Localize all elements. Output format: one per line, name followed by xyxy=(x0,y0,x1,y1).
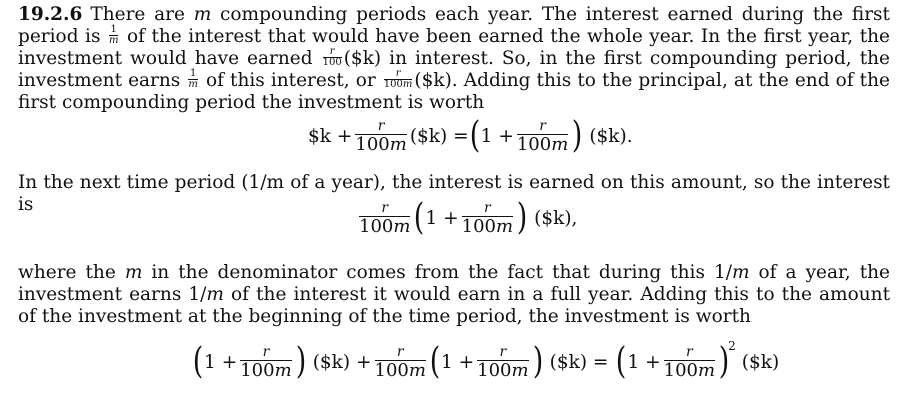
right-paren: ) xyxy=(718,341,730,382)
fraction: $\frac{r}{100m}$ xyxy=(663,343,716,381)
right-paren: ) xyxy=(516,197,528,238)
left-paren: ( xyxy=(469,115,480,156)
fraction-one-over-m-2: $\frac{1}{m}$ xyxy=(188,67,198,90)
fraction: $\frac{r}{100m}$ xyxy=(516,117,569,155)
fraction: $\frac{r}{100m}$ xyxy=(240,343,292,381)
fraction: $\frac{r}{100m}$ xyxy=(374,343,426,381)
fraction-r-over-100: $\frac{r}{100}$ xyxy=(322,45,342,68)
fraction: $\frac{r}{100m}$ xyxy=(355,117,407,155)
fraction: $\frac{r}{100m}$ xyxy=(461,199,514,237)
section-number: 19.2.6 xyxy=(18,4,83,25)
paragraph-next-period: In the next time period (1/m of a year), the interest is earned on this amount, so the interest is xyxy=(18,172,890,215)
fraction: $\frac{r}{100m}$ xyxy=(359,199,411,237)
equation-first-period: $k + $\frac{r}{100m}$ ($k) = ( 1 + $\frac{r}{100m}$ ) ($k). xyxy=(308,115,633,156)
left-paren: ( xyxy=(429,341,441,382)
left-paren: ( xyxy=(192,341,204,382)
exponent: 2 xyxy=(728,339,736,353)
equation-total-second-period: ( 1 + $\frac{r}{100m}$ ) ($k) + $\frac{r}{100m}$ ( 1 + $\frac{r}{100m}$ ) ($k) = ( 1 + $\frac{r}{100m}$ ) 2 ($k) xyxy=(192,339,780,382)
paragraph-intro: 19.2.6 There are m compounding periods each year. The interest earned during the first period is $\frac{1}{m}$ of the interest that would have been earned the whole year. In the first year, the investment would have earned $\frac{r}{100}$ ($k) in interest. So, in the first compounding period, the investment earns $\frac{1}{m}$ of this interest, or $\frac{r}{100m}$ ($k). Adding this to the principal, at the end of the first compounding period the investment is worth xyxy=(18,4,890,113)
equation-interest-second: $\frac{r}{100m}$ ( 1 + $\frac{r}{100m}$ ) ($k), xyxy=(359,197,578,238)
left-paren: ( xyxy=(616,341,627,382)
paragraph-explanation: where the m in the denominator comes from the fact that during this 1/m of a year, the investment earns 1/m of the interest it would earn in a full year. Adding this to the amount of the investment at the beginning of the time period, the investment is worth xyxy=(18,262,891,327)
fraction-r-over-100m: $\frac{r}{100m}$ xyxy=(383,67,413,90)
right-paren: ) xyxy=(572,115,583,156)
right-paren: ) xyxy=(532,341,543,382)
right-paren: ) xyxy=(295,341,306,382)
fraction-one-over-m: $\frac{1}{m}$ xyxy=(108,23,119,46)
left-paren: ( xyxy=(414,197,425,238)
fraction: $\frac{r}{100m}$ xyxy=(477,343,529,381)
